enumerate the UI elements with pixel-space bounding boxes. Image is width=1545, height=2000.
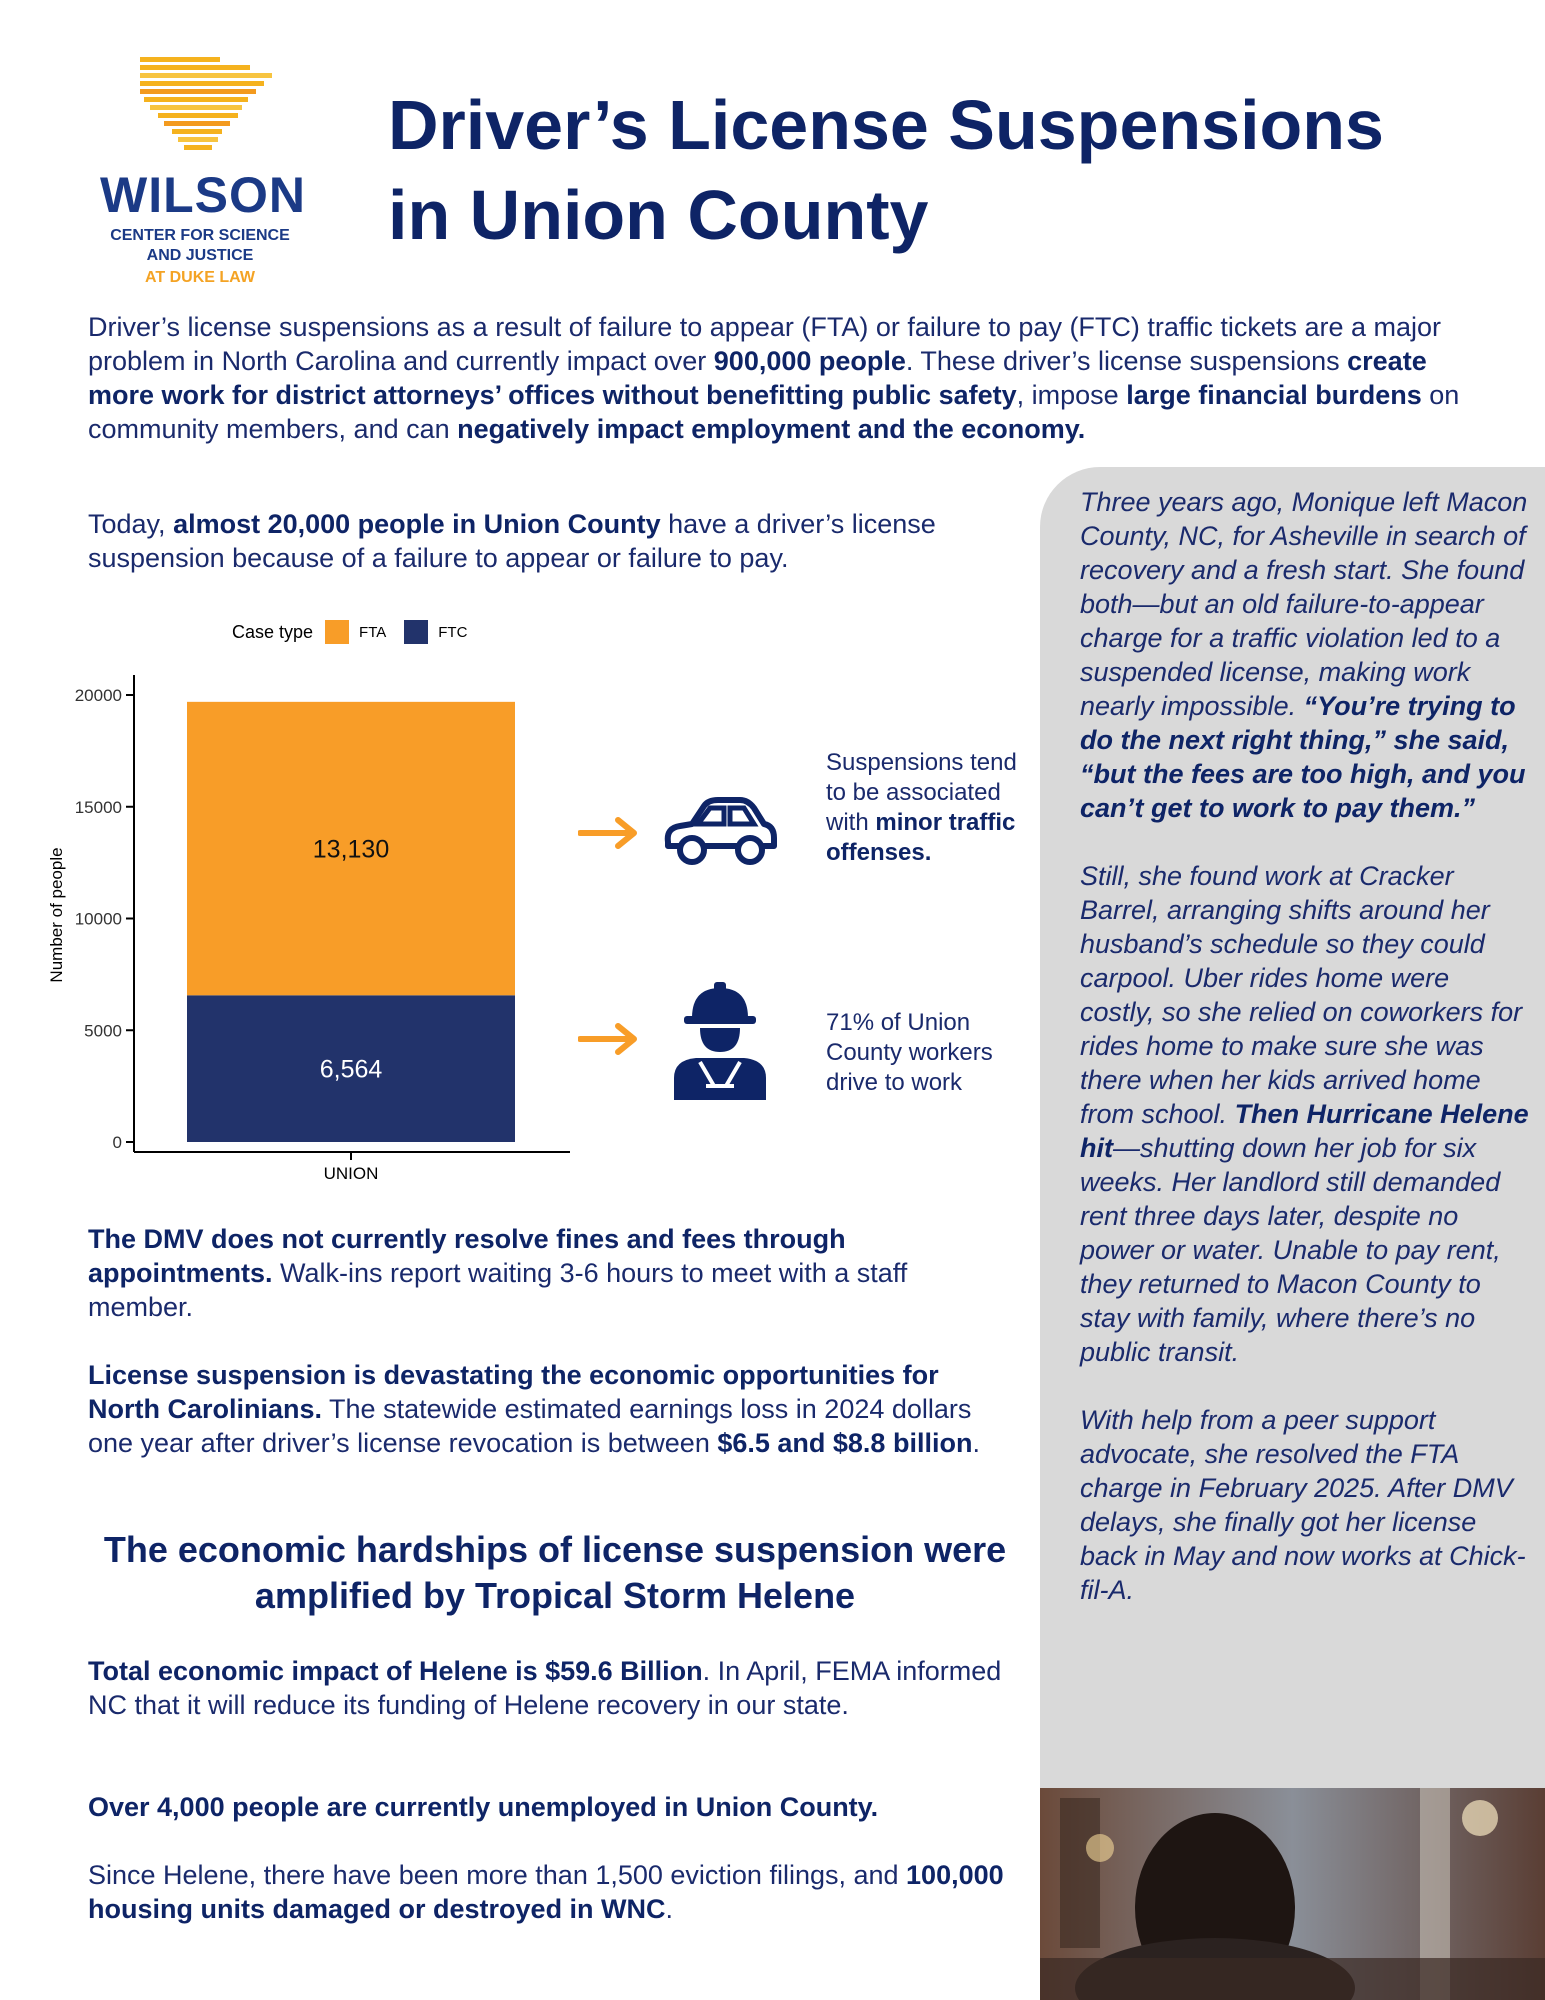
y-tick-label: 5000: [84, 1021, 122, 1041]
economic-bold-1: License suspension is devastating the economic opportunities for North Carolinians.: [88, 1360, 939, 1424]
logo-subtitle: [100, 226, 300, 266]
story-p1-quote: “You’re trying to do the next right thing,” she said, “but the fees are too high, and you can’t get to work to pay them.”: [1080, 691, 1526, 823]
unemployed-bold: Over 4,000 people are currently unemployed in Union County.: [88, 1792, 879, 1822]
intro-bold-4: negatively impact employment and the economy.: [457, 414, 1086, 444]
helene-paragraph: [88, 1654, 1018, 1722]
bar-label-fta: 13,130: [312, 835, 390, 864]
today-text-1: Today,: [88, 509, 174, 539]
car-callout-text: Suspensions tend to be associated with: [826, 749, 1017, 836]
story-paragraph-2: [1080, 859, 1530, 1369]
dmv-paragraph: [88, 1222, 1018, 1324]
today-text-2: have a driver’s license suspension because of a failure to appear or failure to pay.: [88, 509, 936, 573]
subhead-line-1: The economic hardships of license suspension were: [103, 1529, 1007, 1570]
legend-label-ftc: FTC: [438, 623, 468, 641]
dmv-text: Walk-ins report waiting 3-6 hours to meet with a staff member.: [88, 1258, 908, 1322]
wilson-center-logo: [100, 55, 310, 165]
construction-worker-icon: [670, 982, 770, 1102]
worker-callout-text: 71% of Union County workers drive to work: [826, 1009, 993, 1096]
intro-bold-3: large financial burdens: [1126, 380, 1422, 410]
eviction-text-2: .: [665, 1894, 674, 1924]
eviction-paragraph: [88, 1858, 1018, 1926]
intro-bold-1: 900,000 people: [713, 346, 906, 376]
economic-bold-2: $6.5 and $8.8 billion: [717, 1428, 973, 1458]
story-p2-text-2: —shutting down her job for six weeks. Her landlord still demanded rent three days later, despite no power or water. Unable to pay rent, they returned to Macon County to stay with family, where there’s no public transit.: [1080, 1133, 1501, 1367]
y-tick-label: 20000: [74, 686, 122, 705]
page-title: [388, 80, 1488, 260]
helene-subheading: [60, 1527, 1050, 1619]
title-line-2: in Union County: [388, 176, 929, 254]
logo-duke-law: AT DUKE LAW: [145, 269, 255, 286]
unemployed-paragraph: [88, 1790, 1018, 1824]
intro-text-2: . These driver’s license suspensions: [905, 346, 1348, 376]
logo-wordmark: WILSON: [100, 167, 306, 223]
story-p2-text-1: Still, she found work at Cracker Barrel, arranging shifts around her husband’s schedule so they could carpool. Uber rides home were costly, so she relied on coworkers for rides home to make sure she was there when her kids arrived home from school.: [1080, 861, 1523, 1129]
helene-bold: Total economic impact of Helene is $59.6 Billion: [88, 1656, 703, 1686]
legend-label-fta: FTA: [359, 623, 387, 641]
worker-callout: [826, 1008, 1036, 1098]
intro-text-1: Driver’s license suspensions as a result of failure to appear (FTA) or failure to pay (FTC) traffic tickets are a major problem in North Carolina and currently impact over: [88, 312, 1442, 376]
today-bold-1: almost 20,000 people in Union County: [173, 509, 661, 539]
story-p1-text: Three years ago, Monique left Macon County, NC, for Asheville in search of recovery and a fresh start. She found both—but an old failure-to-appear charge for a traffic violation led to a suspended license, making work nearly impossible.: [1080, 487, 1528, 721]
suspensions-bar-chart: [40, 615, 600, 1210]
story-p3-text: With help from a peer support advocate, she resolved the FTA charge in February 2025. After DMV delays, she finally got her license back in May and now works at Chick-fil-A.: [1080, 1405, 1526, 1605]
story-p2-bold: Then Hurricane Helene hit: [1080, 1099, 1529, 1163]
eviction-text-1: Since Helene, there have been more than 1,500 eviction filings, and: [88, 1860, 907, 1890]
intro-text-4: on community members, and can: [88, 380, 1460, 444]
y-axis-label: Number of people: [47, 847, 66, 983]
intro-bold-2: create more work for district attorneys’ offices without benefitting public safety: [88, 346, 1427, 410]
car-callout-bold: minor traffic offenses.: [826, 809, 1016, 866]
helene-text: . In April, FEMA informed NC that it will reduce its funding of Helene recovery in our state.: [88, 1656, 1002, 1720]
eviction-bold: 100,000 housing units damaged or destroyed in WNC: [88, 1860, 1004, 1924]
y-tick-label: 0: [112, 1133, 122, 1152]
dmv-bold: The DMV does not currently resolve fines and fees through appointments.: [88, 1224, 846, 1288]
logo-line-1: CENTER FOR SCIENCE: [110, 227, 290, 244]
intro-text-3: , impose: [1016, 380, 1127, 410]
story-paragraph-3: [1080, 1403, 1530, 1607]
arrow-icon: [578, 1022, 640, 1056]
car-callout: [826, 748, 1026, 868]
x-tick-label: UNION: [323, 1164, 379, 1183]
legend-title: Case type: [232, 621, 314, 642]
bus-passenger-photo: [1040, 1788, 1545, 2000]
today-paragraph: [88, 507, 1018, 575]
arrow-icon: [578, 816, 640, 850]
y-tick-label: 15000: [74, 797, 122, 817]
economic-text-1: The statewide estimated earnings loss in 2024 dollars one year after driver’s license revocation is between: [88, 1394, 972, 1458]
logo-line-2: AND JUSTICE: [146, 247, 254, 264]
title-line-1: Driver’s License Suspensions: [388, 86, 1384, 164]
subhead-line-2: amplified by Tropical Storm Helene: [254, 1575, 856, 1616]
intro-paragraph: [88, 310, 1488, 446]
story-paragraph-1: [1080, 485, 1530, 825]
story-text: [1080, 485, 1530, 1641]
bar-label-ftc: 6,564: [319, 1055, 383, 1084]
y-tick-label: 10000: [74, 909, 122, 929]
economic-paragraph: [88, 1358, 1018, 1460]
economic-text-2: .: [972, 1428, 980, 1458]
car-icon: [660, 790, 780, 870]
